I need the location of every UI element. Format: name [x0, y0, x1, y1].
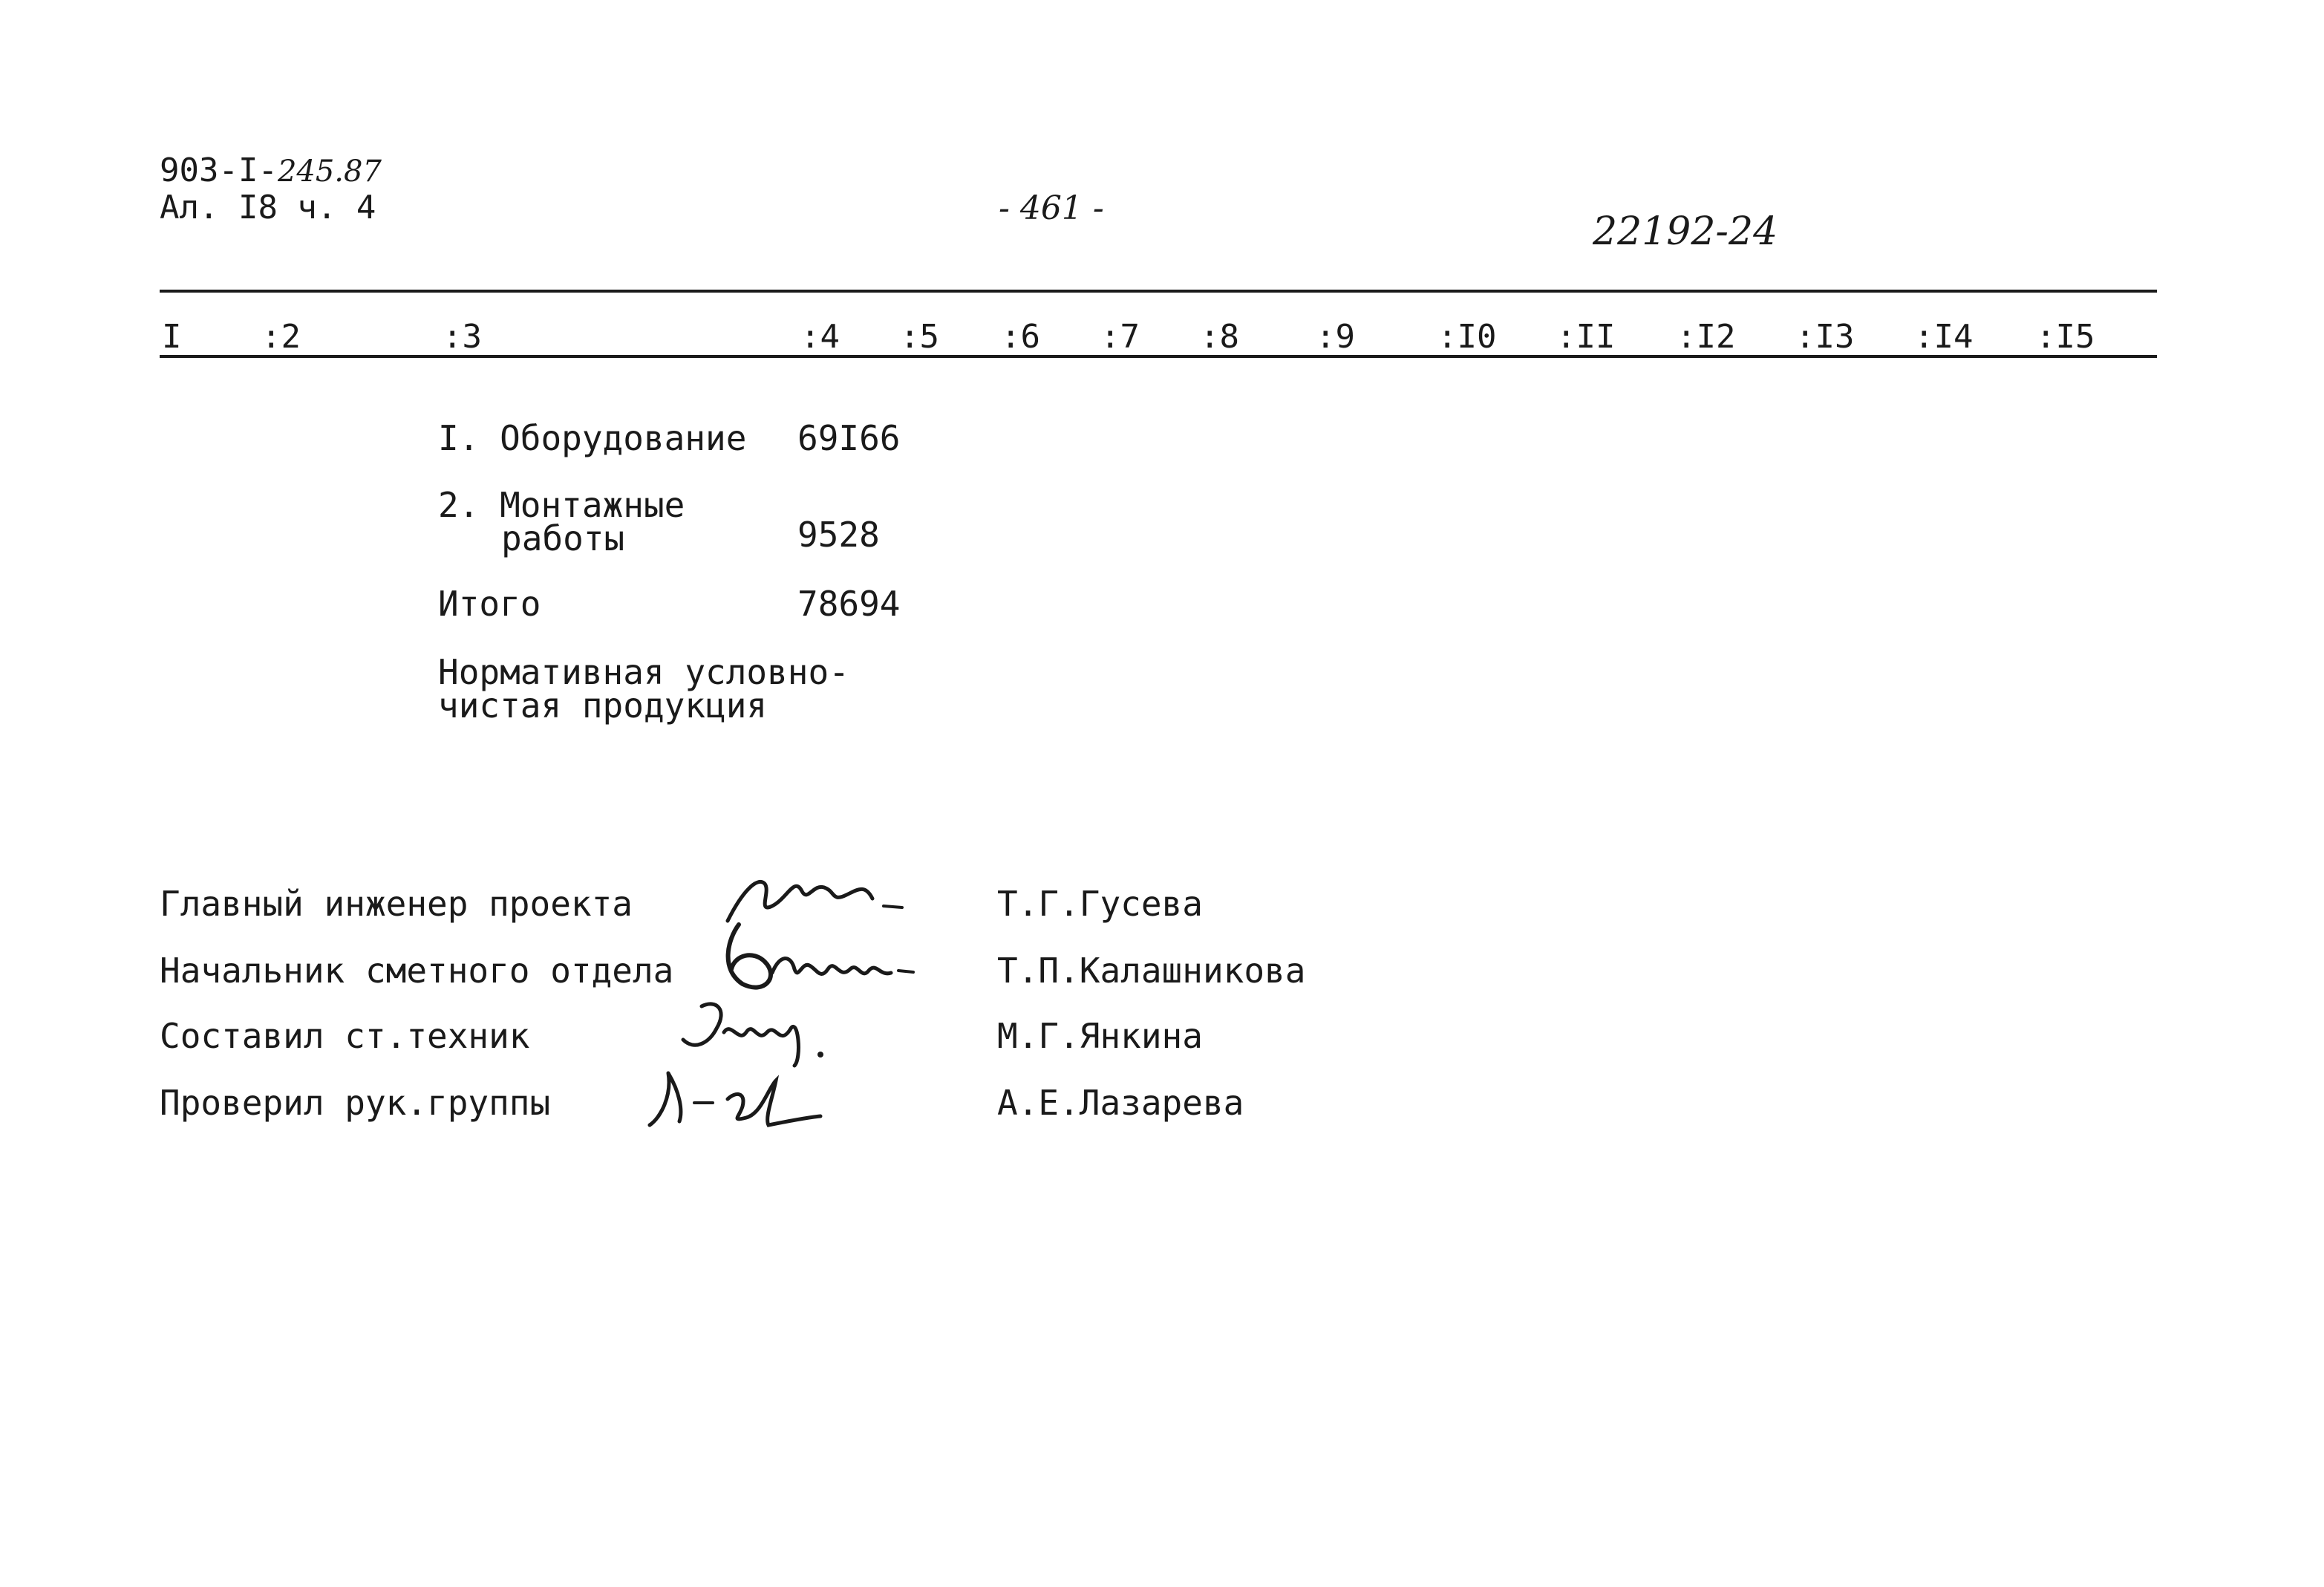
column-number: I — [162, 318, 182, 356]
document-code-handwritten: 245.87 — [277, 154, 382, 189]
row-label-total: Итого — [438, 584, 541, 624]
column-number: :I5 — [2036, 318, 2095, 356]
page-number: - 461 - — [999, 189, 1104, 227]
document-code-printed: 903-I- — [160, 151, 278, 189]
signature-group-leader — [639, 1058, 832, 1140]
signature-name: Т.Г.Гусева — [997, 884, 1203, 924]
column-number: :I0 — [1437, 318, 1497, 356]
document-number: 22192-24 — [1593, 209, 1778, 254]
signature-role: Проверил рук.группы — [160, 1083, 551, 1123]
column-number: :5 — [900, 318, 939, 356]
column-number: :3 — [443, 318, 482, 356]
document-code — [160, 152, 382, 190]
row-label-installation-line2: работы — [501, 518, 625, 558]
signature-role: Главный инженер проекта — [160, 884, 633, 924]
column-number: :6 — [1001, 318, 1040, 356]
album-part-line: Ал. I8 ч. 4 — [160, 189, 376, 227]
row-label-net-product-line2: чистая продукция — [438, 685, 768, 726]
column-number: :7 — [1100, 318, 1140, 356]
column-number: :I4 — [1914, 318, 1974, 356]
row-label-equipment: I. Оборудование — [438, 418, 747, 458]
column-number: :II — [1556, 318, 1616, 356]
column-number: :8 — [1200, 318, 1239, 356]
row-value-equipment: 69I66 — [797, 418, 901, 458]
signature-role: Начальник сметного отдела — [160, 951, 674, 991]
row-value-total: 78694 — [797, 584, 901, 624]
column-number: :2 — [261, 318, 301, 356]
row-label-net-product-line1: Нормативная условно- — [438, 652, 849, 692]
top-rule — [160, 290, 2157, 293]
signature-name: Т.П.Калашникова — [997, 951, 1306, 991]
signature-name: М.Г.Янкина — [997, 1016, 1203, 1056]
row-label-installation-line1: 2. Монтажные — [438, 485, 685, 525]
column-number: :I2 — [1677, 318, 1736, 356]
column-number: :4 — [800, 318, 840, 356]
column-number: :9 — [1316, 318, 1355, 356]
signature-name: А.Е.Лазарева — [997, 1083, 1244, 1123]
signature-role: Составил ст.техник — [160, 1016, 530, 1056]
column-number: :I3 — [1795, 318, 1855, 356]
row-value-installation: 9528 — [797, 515, 880, 555]
